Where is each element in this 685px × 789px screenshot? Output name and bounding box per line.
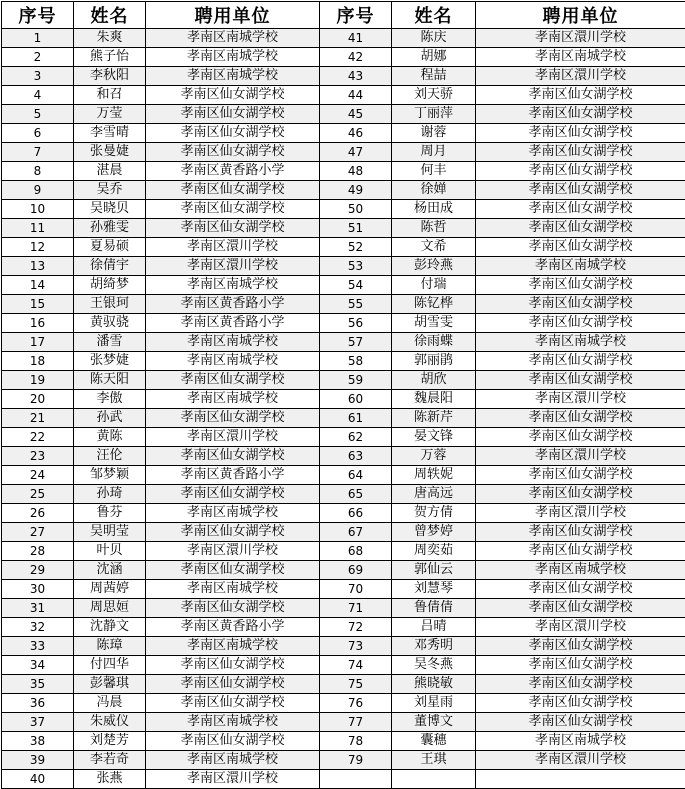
row-unit: 孝南区南城学校 xyxy=(146,637,320,656)
row-unit: 孝南区澴川学校 xyxy=(476,751,685,770)
row-name: 沈涵 xyxy=(74,561,146,580)
table-row xyxy=(2,143,685,162)
row-index: 73 xyxy=(320,637,392,656)
table-row xyxy=(2,428,685,447)
row-unit: 孝南区仙女湖学校 xyxy=(146,409,320,428)
row-index: 30 xyxy=(2,580,74,599)
table-row xyxy=(2,656,685,675)
row-index: 68 xyxy=(320,542,392,561)
row-unit: 孝南区澴川学校 xyxy=(476,618,685,637)
row-unit: 孝南区仙女湖学校 xyxy=(146,675,320,694)
row-unit: 孝南区仙女湖学校 xyxy=(476,599,685,618)
table-row xyxy=(2,542,685,561)
row-index: 52 xyxy=(320,238,392,257)
row-name: 杨田成 xyxy=(392,200,476,219)
row-name: 周月 xyxy=(392,143,476,162)
row-unit: 孝南区仙女湖学校 xyxy=(146,200,320,219)
row-name: 王琪 xyxy=(392,751,476,770)
row-name: 何丰 xyxy=(392,162,476,181)
row-index: 37 xyxy=(2,713,74,732)
row-index: 8 xyxy=(2,162,74,181)
row-index: 46 xyxy=(320,124,392,143)
row-name: 黄陈 xyxy=(74,428,146,447)
row-unit: 孝南区南城学校 xyxy=(146,504,320,523)
row-name: 刘慧琴 xyxy=(392,580,476,599)
row-unit: 孝南区仙女湖学校 xyxy=(476,485,685,504)
row-name: 郭丽鹃 xyxy=(392,352,476,371)
row-name: 鲁芬 xyxy=(74,504,146,523)
row-unit: 孝南区南城学校 xyxy=(146,333,320,352)
row-unit: 孝南区仙女湖学校 xyxy=(476,238,685,257)
row-name: 邹梦颖 xyxy=(74,466,146,485)
row-unit: 孝南区仙女湖学校 xyxy=(476,181,685,200)
header-name-right: 姓名 xyxy=(392,2,476,29)
table-row xyxy=(2,561,685,580)
row-index: 19 xyxy=(2,371,74,390)
row-index: 22 xyxy=(2,428,74,447)
row-unit: 孝南区仙女湖学校 xyxy=(476,656,685,675)
row-name: 唐高远 xyxy=(392,485,476,504)
table-row xyxy=(2,67,685,86)
row-index: 59 xyxy=(320,371,392,390)
row-index: 79 xyxy=(320,751,392,770)
row-unit: 孝南区南城学校 xyxy=(476,561,685,580)
row-index: 36 xyxy=(2,694,74,713)
row-index: 28 xyxy=(2,542,74,561)
table-row xyxy=(2,637,685,656)
row-index: 6 xyxy=(2,124,74,143)
row-index: 43 xyxy=(320,67,392,86)
table-row xyxy=(2,599,685,618)
row-index: 4 xyxy=(2,86,74,105)
table-row xyxy=(2,314,685,333)
row-index: 56 xyxy=(320,314,392,333)
row-index: 27 xyxy=(2,523,74,542)
row-index: 58 xyxy=(320,352,392,371)
row-unit: 孝南区南城学校 xyxy=(146,48,320,67)
row-name: 周茜婷 xyxy=(74,580,146,599)
table-row xyxy=(2,770,685,789)
row-unit: 孝南区澴川学校 xyxy=(146,770,320,789)
row-name: 夏易硕 xyxy=(74,238,146,257)
header-name-left: 姓名 xyxy=(74,2,146,29)
row-name: 张梦婕 xyxy=(74,352,146,371)
row-name: 胡绮梦 xyxy=(74,276,146,295)
row-index: 20 xyxy=(2,390,74,409)
row-unit: 孝南区仙女湖学校 xyxy=(476,523,685,542)
row-index: 69 xyxy=(320,561,392,580)
row-name: 吕晴 xyxy=(392,618,476,637)
row-name-empty xyxy=(392,770,476,789)
row-name: 文希 xyxy=(392,238,476,257)
roster-table xyxy=(1,1,685,789)
row-unit: 孝南区南城学校 xyxy=(476,333,685,352)
row-unit: 孝南区黄香路小学 xyxy=(146,314,320,333)
row-name: 李傲 xyxy=(74,390,146,409)
row-name: 陈天阳 xyxy=(74,371,146,390)
table-row xyxy=(2,238,685,257)
row-index: 48 xyxy=(320,162,392,181)
row-unit: 孝南区澴川学校 xyxy=(146,238,320,257)
row-unit: 孝南区仙女湖学校 xyxy=(146,143,320,162)
row-index: 13 xyxy=(2,257,74,276)
row-name: 谢蓉 xyxy=(392,124,476,143)
row-name: 李秋阳 xyxy=(74,67,146,86)
row-index: 65 xyxy=(320,485,392,504)
row-unit: 孝南区南城学校 xyxy=(146,352,320,371)
table-row xyxy=(2,333,685,352)
row-name: 周思姮 xyxy=(74,599,146,618)
row-unit: 孝南区仙女湖学校 xyxy=(476,694,685,713)
row-name: 晏文锋 xyxy=(392,428,476,447)
row-index: 42 xyxy=(320,48,392,67)
row-unit: 孝南区仙女湖学校 xyxy=(146,732,320,751)
table-row xyxy=(2,86,685,105)
row-name: 吴明莹 xyxy=(74,523,146,542)
row-unit: 孝南区黄香路小学 xyxy=(146,295,320,314)
table-row xyxy=(2,105,685,124)
row-name: 曾梦婷 xyxy=(392,523,476,542)
row-name: 彭玲燕 xyxy=(392,257,476,276)
row-unit: 孝南区黄香路小学 xyxy=(146,618,320,637)
row-index: 50 xyxy=(320,200,392,219)
table-row xyxy=(2,352,685,371)
row-index: 11 xyxy=(2,219,74,238)
row-name: 冯晨 xyxy=(74,694,146,713)
row-unit: 孝南区仙女湖学校 xyxy=(476,542,685,561)
row-index: 51 xyxy=(320,219,392,238)
row-unit: 孝南区仙女湖学校 xyxy=(476,276,685,295)
row-name: 黄驭骁 xyxy=(74,314,146,333)
row-unit: 孝南区仙女湖学校 xyxy=(146,485,320,504)
table-row xyxy=(2,219,685,238)
table-row xyxy=(2,580,685,599)
row-unit: 孝南区澴川学校 xyxy=(476,390,685,409)
row-name: 汪伦 xyxy=(74,447,146,466)
header-unit-left: 聘用单位 xyxy=(146,2,320,29)
row-name: 和召 xyxy=(74,86,146,105)
row-index: 18 xyxy=(2,352,74,371)
row-name: 刘楚芳 xyxy=(74,732,146,751)
row-unit: 孝南区仙女湖学校 xyxy=(476,352,685,371)
row-name: 潘雪 xyxy=(74,333,146,352)
row-index: 33 xyxy=(2,637,74,656)
row-index: 47 xyxy=(320,143,392,162)
row-index: 15 xyxy=(2,295,74,314)
table-row xyxy=(2,48,685,67)
row-name: 徐倩宇 xyxy=(74,257,146,276)
row-name: 吴冬燕 xyxy=(392,656,476,675)
row-index: 41 xyxy=(320,29,392,48)
row-index: 10 xyxy=(2,200,74,219)
row-unit: 孝南区仙女湖学校 xyxy=(476,466,685,485)
row-index: 61 xyxy=(320,409,392,428)
table-body xyxy=(2,29,685,789)
row-name: 囊穗 xyxy=(392,732,476,751)
row-name: 胡欣 xyxy=(392,371,476,390)
row-unit: 孝南区仙女湖学校 xyxy=(476,371,685,390)
row-index: 57 xyxy=(320,333,392,352)
table-row xyxy=(2,162,685,181)
row-name: 郭仙云 xyxy=(392,561,476,580)
row-unit: 孝南区黄香路小学 xyxy=(146,162,320,181)
table-row xyxy=(2,124,685,143)
row-name: 鲁倩倩 xyxy=(392,599,476,618)
row-name: 孙武 xyxy=(74,409,146,428)
row-name: 邓秀明 xyxy=(392,637,476,656)
row-name: 彭馨琪 xyxy=(74,675,146,694)
row-name: 孙琦 xyxy=(74,485,146,504)
row-unit: 孝南区南城学校 xyxy=(146,29,320,48)
row-index: 21 xyxy=(2,409,74,428)
row-name: 陈钇桦 xyxy=(392,295,476,314)
row-index: 9 xyxy=(2,181,74,200)
row-index: 70 xyxy=(320,580,392,599)
row-unit: 孝南区南城学校 xyxy=(146,276,320,295)
row-name: 付瑞 xyxy=(392,276,476,295)
row-unit: 孝南区澴川学校 xyxy=(476,67,685,86)
row-index-empty xyxy=(320,770,392,789)
row-unit: 孝南区南城学校 xyxy=(476,732,685,751)
row-index: 63 xyxy=(320,447,392,466)
table-row xyxy=(2,675,685,694)
row-index: 72 xyxy=(320,618,392,637)
row-index: 29 xyxy=(2,561,74,580)
row-unit: 孝南区澴川学校 xyxy=(476,29,685,48)
row-unit: 孝南区仙女湖学校 xyxy=(476,162,685,181)
row-name: 李若奇 xyxy=(74,751,146,770)
row-unit: 孝南区仙女湖学校 xyxy=(476,219,685,238)
row-unit: 孝南区仙女湖学校 xyxy=(476,713,685,732)
row-index: 24 xyxy=(2,466,74,485)
row-index: 78 xyxy=(320,732,392,751)
row-unit: 孝南区南城学校 xyxy=(146,751,320,770)
table-row xyxy=(2,751,685,770)
row-index: 53 xyxy=(320,257,392,276)
row-name: 陈新芹 xyxy=(392,409,476,428)
row-name: 陈庆 xyxy=(392,29,476,48)
row-index: 7 xyxy=(2,143,74,162)
row-index: 32 xyxy=(2,618,74,637)
table-row xyxy=(2,181,685,200)
row-unit: 孝南区仙女湖学校 xyxy=(146,694,320,713)
row-index: 76 xyxy=(320,694,392,713)
row-unit: 孝南区仙女湖学校 xyxy=(476,200,685,219)
row-name: 胡雪雯 xyxy=(392,314,476,333)
row-name: 周奕茹 xyxy=(392,542,476,561)
row-unit: 孝南区南城学校 xyxy=(146,713,320,732)
row-index: 49 xyxy=(320,181,392,200)
row-index: 54 xyxy=(320,276,392,295)
row-index: 23 xyxy=(2,447,74,466)
row-name: 陈哲 xyxy=(392,219,476,238)
row-index: 74 xyxy=(320,656,392,675)
row-name: 吴乔 xyxy=(74,181,146,200)
row-name: 熊晓敏 xyxy=(392,675,476,694)
row-name: 沈静文 xyxy=(74,618,146,637)
header-index-right: 序号 xyxy=(320,2,392,29)
row-name: 朱爽 xyxy=(74,29,146,48)
row-unit: 孝南区仙女湖学校 xyxy=(476,143,685,162)
row-unit: 孝南区南城学校 xyxy=(146,580,320,599)
row-unit-empty xyxy=(476,770,685,789)
row-index: 45 xyxy=(320,105,392,124)
row-name: 张曼婕 xyxy=(74,143,146,162)
row-unit: 孝南区仙女湖学校 xyxy=(146,86,320,105)
header-row xyxy=(2,2,685,29)
table-row xyxy=(2,409,685,428)
row-index: 75 xyxy=(320,675,392,694)
row-unit: 孝南区仙女湖学校 xyxy=(476,675,685,694)
row-index: 26 xyxy=(2,504,74,523)
table-row xyxy=(2,200,685,219)
row-name: 朱威仪 xyxy=(74,713,146,732)
row-name: 叶贝 xyxy=(74,542,146,561)
row-index: 34 xyxy=(2,656,74,675)
row-unit: 孝南区南城学校 xyxy=(146,390,320,409)
row-unit: 孝南区仙女湖学校 xyxy=(146,181,320,200)
row-name: 熊子怡 xyxy=(74,48,146,67)
row-index: 2 xyxy=(2,48,74,67)
table-row xyxy=(2,295,685,314)
table-row xyxy=(2,447,685,466)
row-unit: 孝南区仙女湖学校 xyxy=(146,371,320,390)
row-unit: 孝南区仙女湖学校 xyxy=(476,314,685,333)
row-unit: 孝南区仙女湖学校 xyxy=(476,124,685,143)
row-unit: 孝南区澴川学校 xyxy=(146,257,320,276)
row-unit: 孝南区黄香路小学 xyxy=(146,466,320,485)
row-name: 董博文 xyxy=(392,713,476,732)
row-name: 周轶妮 xyxy=(392,466,476,485)
row-name: 胡娜 xyxy=(392,48,476,67)
row-index: 35 xyxy=(2,675,74,694)
row-unit: 孝南区仙女湖学校 xyxy=(146,656,320,675)
row-index: 3 xyxy=(2,67,74,86)
table-row xyxy=(2,504,685,523)
table-row xyxy=(2,466,685,485)
row-unit: 孝南区南城学校 xyxy=(146,67,320,86)
row-name: 张燕 xyxy=(74,770,146,789)
row-index: 38 xyxy=(2,732,74,751)
row-unit: 孝南区仙女湖学校 xyxy=(146,561,320,580)
table-row xyxy=(2,276,685,295)
table-header xyxy=(2,2,685,29)
row-name: 徐婵 xyxy=(392,181,476,200)
row-unit: 孝南区仙女湖学校 xyxy=(476,295,685,314)
row-name: 徐雨蝶 xyxy=(392,333,476,352)
row-unit: 孝南区仙女湖学校 xyxy=(146,523,320,542)
row-name: 湛晨 xyxy=(74,162,146,181)
row-name: 万莹 xyxy=(74,105,146,124)
table-row xyxy=(2,257,685,276)
row-index: 14 xyxy=(2,276,74,295)
row-unit: 孝南区仙女湖学校 xyxy=(476,105,685,124)
row-index: 16 xyxy=(2,314,74,333)
table-row xyxy=(2,485,685,504)
row-index: 39 xyxy=(2,751,74,770)
row-index: 1 xyxy=(2,29,74,48)
row-name: 魏晨阳 xyxy=(392,390,476,409)
table-row xyxy=(2,523,685,542)
table-row xyxy=(2,390,685,409)
row-index: 17 xyxy=(2,333,74,352)
row-name: 付四华 xyxy=(74,656,146,675)
table-row xyxy=(2,29,685,48)
row-name: 孙雅雯 xyxy=(74,219,146,238)
row-index: 44 xyxy=(320,86,392,105)
row-index: 64 xyxy=(320,466,392,485)
row-unit: 孝南区仙女湖学校 xyxy=(146,219,320,238)
row-index: 5 xyxy=(2,105,74,124)
row-name: 刘星雨 xyxy=(392,694,476,713)
row-name: 吴晓贝 xyxy=(74,200,146,219)
row-unit: 孝南区仙女湖学校 xyxy=(476,409,685,428)
row-name: 刘天骄 xyxy=(392,86,476,105)
row-name: 程喆 xyxy=(392,67,476,86)
row-name: 王银珂 xyxy=(74,295,146,314)
row-unit: 孝南区仙女湖学校 xyxy=(476,580,685,599)
row-unit: 孝南区澴川学校 xyxy=(476,504,685,523)
row-index: 66 xyxy=(320,504,392,523)
row-name: 丁丽萍 xyxy=(392,105,476,124)
table-row xyxy=(2,371,685,390)
row-index: 62 xyxy=(320,428,392,447)
row-unit: 孝南区仙女湖学校 xyxy=(476,428,685,447)
row-index: 12 xyxy=(2,238,74,257)
row-index: 40 xyxy=(2,770,74,789)
row-unit: 孝南区仙女湖学校 xyxy=(476,86,685,105)
row-name: 万蓉 xyxy=(392,447,476,466)
row-unit: 孝南区仙女湖学校 xyxy=(146,599,320,618)
row-index: 31 xyxy=(2,599,74,618)
row-index: 25 xyxy=(2,485,74,504)
row-name: 陈璋 xyxy=(74,637,146,656)
row-index: 77 xyxy=(320,713,392,732)
row-unit: 孝南区仙女湖学校 xyxy=(476,637,685,656)
row-index: 71 xyxy=(320,599,392,618)
row-index: 55 xyxy=(320,295,392,314)
row-unit: 孝南区澴川学校 xyxy=(146,428,320,447)
table-row xyxy=(2,732,685,751)
row-index: 67 xyxy=(320,523,392,542)
row-unit: 孝南区仙女湖学校 xyxy=(146,105,320,124)
row-unit: 孝南区澴川学校 xyxy=(146,542,320,561)
row-unit: 孝南区南城学校 xyxy=(476,48,685,67)
table-row xyxy=(2,694,685,713)
table-row xyxy=(2,713,685,732)
row-unit: 孝南区澴川学校 xyxy=(476,447,685,466)
table-row xyxy=(2,618,685,637)
header-unit-right: 聘用单位 xyxy=(476,2,685,29)
row-name: 贺方倩 xyxy=(392,504,476,523)
row-unit: 孝南区南城学校 xyxy=(476,257,685,276)
row-name: 李雪晴 xyxy=(74,124,146,143)
row-unit: 孝南区仙女湖学校 xyxy=(146,124,320,143)
row-unit: 孝南区仙女湖学校 xyxy=(146,447,320,466)
row-index: 60 xyxy=(320,390,392,409)
header-index-left: 序号 xyxy=(2,2,74,29)
